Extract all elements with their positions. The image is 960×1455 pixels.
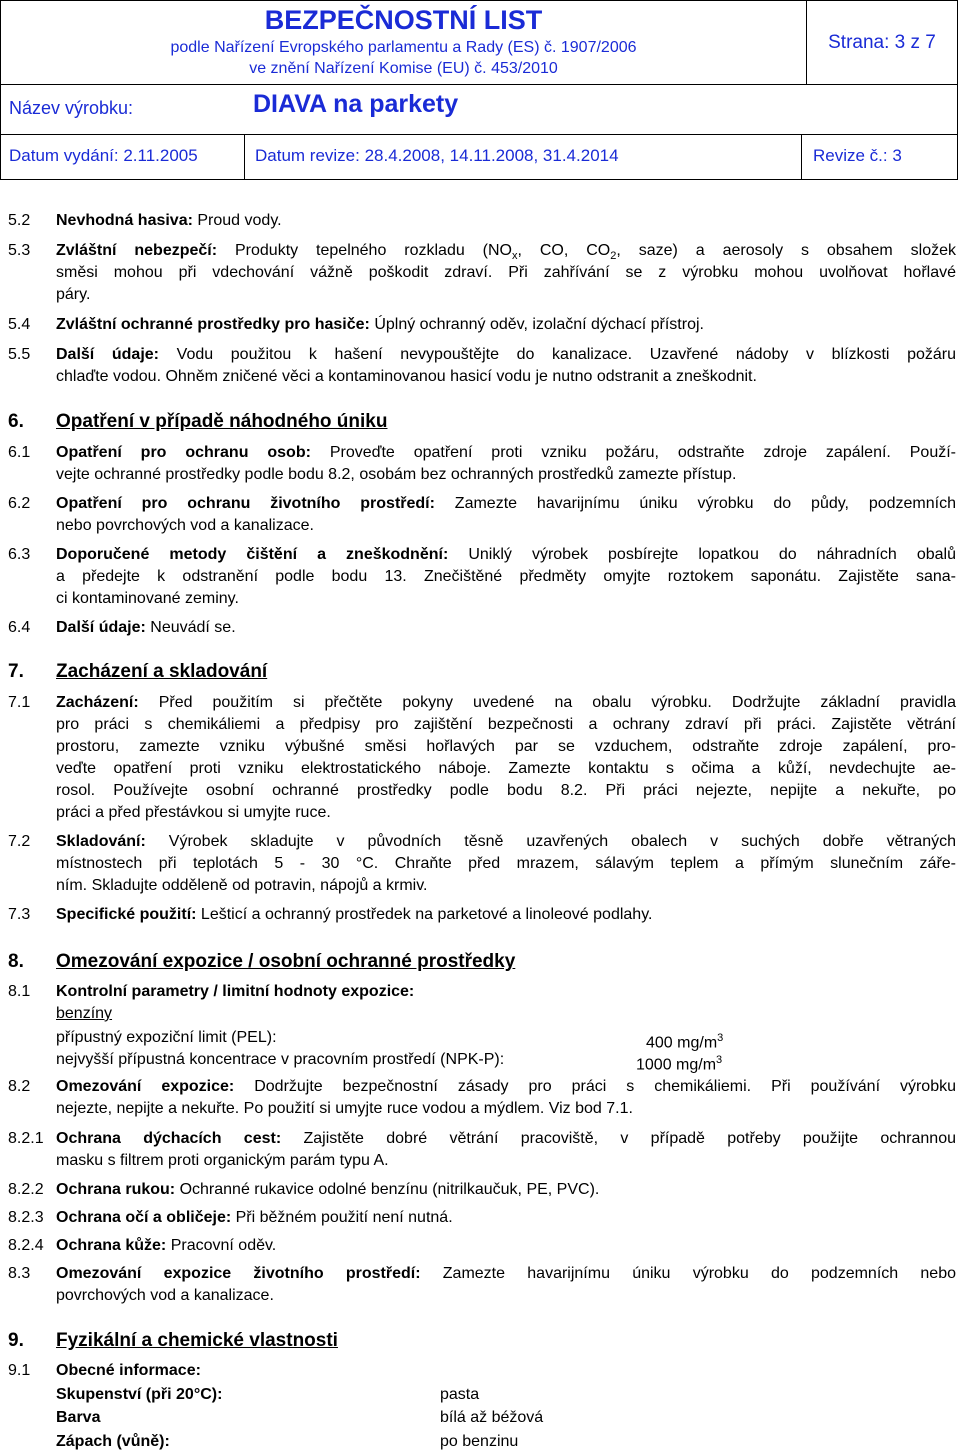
regulation-line-1: podle Nařízení Evropského parlamentu a Rady (ES) č. 1907/2006 xyxy=(170,39,637,56)
revision-dates: Datum revize: 28.4.2008, 14.11.2008, 31.4.2014 xyxy=(255,146,619,165)
issue-date: Datum vydání: 2.11.2005 xyxy=(9,146,198,165)
header-title-row xyxy=(1,1,957,85)
product-name: DIAVA na parkety xyxy=(253,90,459,118)
substance-name: benzíny xyxy=(56,1005,113,1022)
document-header xyxy=(0,0,958,180)
revision-number: Revize č.: 3 xyxy=(813,146,902,165)
page-number: Strana: 3 z 7 xyxy=(828,32,936,53)
document-title: BEZPEČNOSTNÍ LIST xyxy=(264,5,543,35)
product-label: Název výrobku: xyxy=(9,98,134,118)
header-product-row xyxy=(1,84,957,135)
header-dates-row xyxy=(1,134,957,179)
regulation-line-2: ve znění Nařízení Komise (EU) č. 453/2010 xyxy=(249,60,558,77)
